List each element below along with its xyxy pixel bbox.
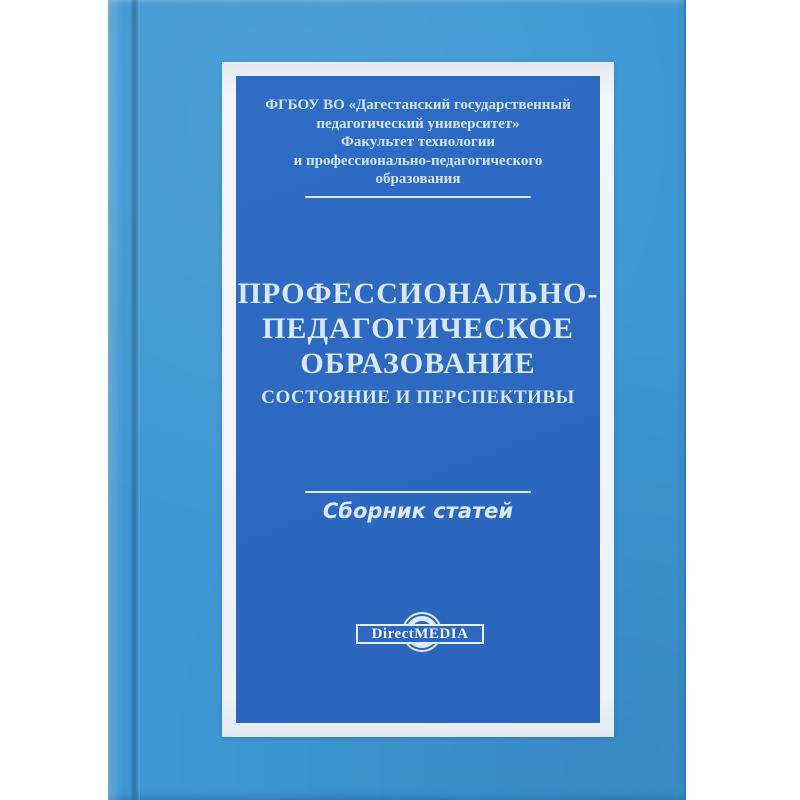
book-spine-edge <box>108 0 122 800</box>
cover-frame <box>222 62 614 737</box>
publisher-logo-box <box>356 624 484 644</box>
university-affiliation <box>236 96 600 189</box>
affiliation-line: и профессионально-педагогического <box>293 152 543 169</box>
top-divider-line <box>305 196 531 198</box>
publisher-logo-text: DirectMEDIA <box>371 625 469 642</box>
book-title-line: ПЕДАГОГИЧЕСКОЕ <box>262 312 574 345</box>
book-cover <box>108 0 686 800</box>
affiliation-line: педагогический университет» <box>316 115 520 132</box>
cover-panel <box>236 76 600 723</box>
book-spine-groove <box>130 0 140 800</box>
book-title-line: ОБРАЗОВАНИЕ <box>300 347 536 380</box>
affiliation-line: образования <box>375 171 461 187</box>
book-title-line: ПРОФЕССИОНАЛЬНО- <box>237 277 599 310</box>
publisher-logo <box>356 612 488 654</box>
affiliation-line: Факультет технологии <box>340 134 496 150</box>
edition-type-label: Сборник статей <box>322 499 514 523</box>
bottom-divider-line <box>305 491 531 493</box>
affiliation-line: ФГБОУ ВО «Дагестанский государственный <box>265 97 571 113</box>
book-title <box>236 276 600 381</box>
book-subtitle: СОСТОЯНИЕ И ПЕРСПЕКТИВЫ <box>261 387 575 408</box>
